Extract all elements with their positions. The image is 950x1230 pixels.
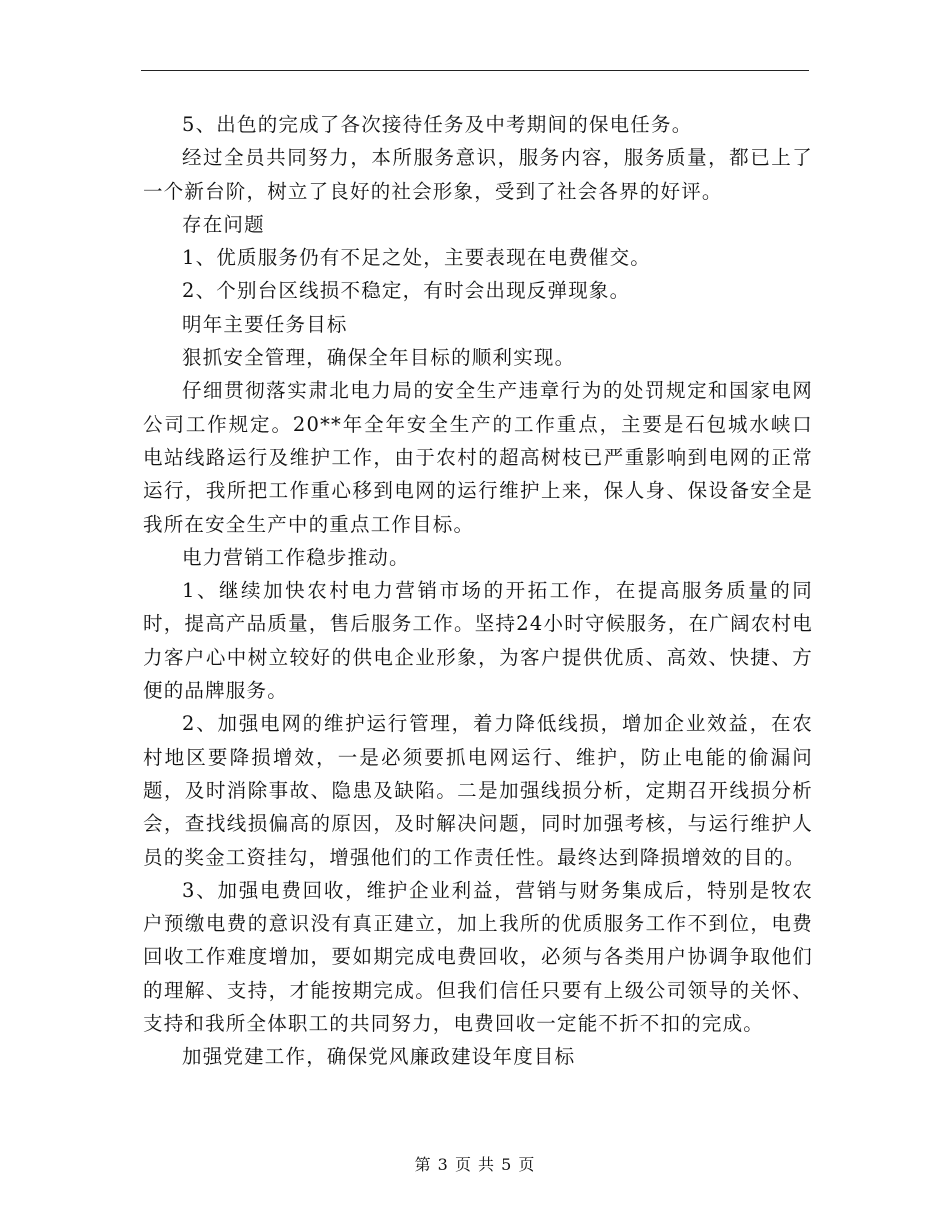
section-heading: 存在问题 xyxy=(182,212,265,236)
paragraph: 狠抓安全管理，确保全年目标的顺利实现。 xyxy=(182,346,576,370)
document-body xyxy=(143,108,813,1074)
paragraph: 加强党建工作，确保党风廉政建设年度目标 xyxy=(182,1045,576,1069)
section-heading: 明年主要任务目标 xyxy=(182,312,348,336)
paragraph: 1、继续加快农村电力营销市场的开拓工作，在提高服务质量的同时，提高产品质量，售后服务工作。坚持24小时守候服务，在广阔农村电力客户心中树立较好的供电企业形象，为客户提供优质、高效、快捷、方便的品牌服务。 xyxy=(143,579,813,703)
paragraph: 3、加强电费回收，维护企业利益，营销与财务集成后，特别是牧农户预缴电费的意识没有真正建立，加上我所的优质服务工作不到位，电费回收工作难度增加，要如期完成电费回收，必须与各类用户协调争取他们的理解、支持，才能按期完成。但我们信任只要有上级公司领导的关怀、支持和我所全体职工的共同努力，电费回收一定能不折不扣的完成。 xyxy=(143,878,813,1036)
paragraph: 经过全员共同努力，本所服务意识，服务内容，服务质量，都已上了一个新台阶，树立了良好的社会形象，受到了社会各界的好评。 xyxy=(143,146,813,203)
header-rule xyxy=(141,70,809,71)
paragraph: 1、优质服务仍有不足之处，主要表现在电费催交。 xyxy=(182,246,652,270)
paragraph: 电力营销工作稳步推动。 xyxy=(182,545,410,569)
paragraph: 5、出色的完成了各次接待任务及中考期间的保电任务。 xyxy=(182,113,693,136)
paragraph: 仔细贯彻落实肃北电力局的安全生产违章行为的处罚规定和国家电网公司工作规定。20**年全年安全生产的工作重点，主要是石包城水峡口电站线路运行及维护工作，由于农村的超高树枝已严重影响到电网的正常运行，我所把工作重心移到电网的运行维护上来，保人身、保设备安全是我所在安全生产中的重点工作目标。 xyxy=(143,379,813,536)
paragraph: 2、加强电网的维护运行管理，着力降低线损，增加企业效益，在农村地区要降损增效，一是必须要抓电网运行、维护，防止电能的偷漏问题，及时消除事故、隐患及缺陷。二是加强线损分析，定期召开线损分析会，查找线损偏高的原因，及时解决问题，同时加强考核，与运行维护人员的奖金工资挂勾，增强他们的工作责任性。最终达到降损增效的目的。 xyxy=(143,712,813,869)
page-number: 第 3 页 共 5 页 xyxy=(414,1155,536,1174)
paragraph: 2、个别台区线损不稳定，有时会出现反弹现象。 xyxy=(182,279,631,303)
